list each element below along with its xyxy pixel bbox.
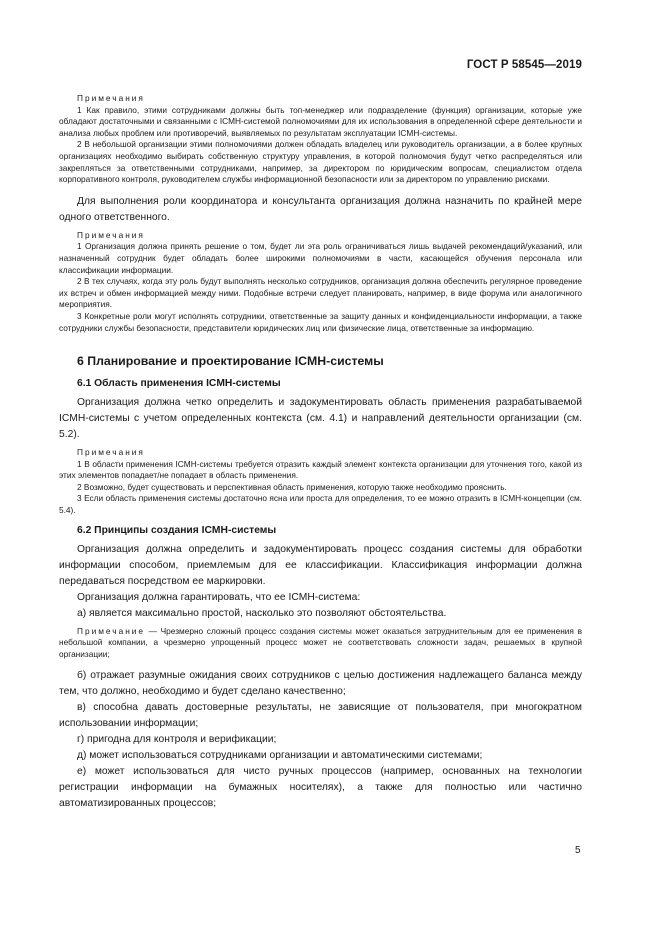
subsection-6-1-heading: 6.1 Область применения ICMH-системы — [77, 378, 281, 390]
note-item: 1 Как правило, этими сотрудниками должны быть топ-менеджер или подразделение (функция) организации, которые уже обладают достаточными и связанными с ICMH-системой полномочиями для их использования в определенной сфере деятельности и анализа любых проблем или противоречий, выявляемых по результатам эксплуатации ICMH-системы. — [59, 104, 582, 138]
note-item: 2 В тех случаях, когда эту роль будут выполнять несколько сотрудников, организация должна обеспечить регулярное проведение их встреч и обмен информацией между ними. Подобные встречи следует планировать, например, в виде форума или аналогичного мероприятия. — [59, 276, 582, 310]
inline-note — [59, 626, 582, 661]
list-item-e: е) может использоваться для чисто ручных процессов (например, основанных на технологии регистрации информации на бумажных носителях), а также для полностью или частично автоматизированных процессов; — [59, 766, 582, 810]
subsection-6-2-heading: 6.2 Принципы создания ICMH-системы — [77, 524, 277, 536]
paragraph-scope: Организация должна четко определить и задокументировать область применения разрабатываемой ICMH-системы с учетом определенных контекста (см. 4.1) и направлений деятельности организации (см. 5.2). — [59, 397, 582, 441]
notes-heading: Примечания — [77, 93, 145, 103]
note-item: 1 В области применения ICMH-системы требуется отразить каждый элемент контекста организации для уточнения того, какой из этих элементов попадает/не попадает в область применения. — [59, 458, 582, 481]
page-content — [59, 93, 582, 812]
list-item-b: б) отражает разумные ожидания своих сотрудников с целью достижения надлежащего баланса между тем, что должно, необходимо и будет сделано качественно; — [59, 670, 582, 698]
note-text: — Чрезмерно сложный процесс создания системы может оказаться затруднительным для ее применения в небольшой компании, а чрезмерно упрощенный процесс может не соответствовать сложности задач, решаемых в крупной организации; — [59, 625, 582, 659]
page-number: 5 — [575, 845, 581, 856]
standard-header: ГОСТ Р 58545—2019 — [466, 59, 582, 71]
note-item: 3 Если область применения системы достаточно ясна или проста для определения, то ее можно отразить в ICMH-концепции (см. 5.4). — [59, 493, 582, 516]
note-item: 3 Конкретные роли могут исполнять сотрудники, ответственные за защиту данных и конфиденциальности информации, а также сотрудники службы безопасности, представители юридических лиц или физические лица, ответственные за информацию. — [59, 310, 582, 333]
paragraph-process: Организация должна определить и задокументировать процесс создания системы для обработки информации способом, приемлемым для ее классификации. Классификация информации должна передаваться посредством ее маркировки. — [59, 543, 582, 587]
notes-heading: Примечания — [77, 229, 145, 240]
note-label: Примечание — [77, 625, 146, 636]
notes-heading: Примечания — [77, 447, 145, 458]
list-item-g: г) пригодна для контроля и верификации; — [77, 734, 277, 746]
note-item: 2 Возможно, будет существовать и перспективная область применения, которую также необходимо прояснить. — [77, 481, 507, 492]
paragraph-coordinator: Для выполнения роли координатора и консультанта организация должна назначить по крайней мере одного ответственного. — [59, 195, 582, 223]
section-6-heading: 6 Планирование и проектирование ICMH-системы — [77, 354, 384, 369]
note-item: 1 Организация должна принять решение о том, будет ли эта роль ограничиваться лишь выдачей рекомендаций/указаний, или назначенный сотрудник будет обладать более широкими полномочиями в части, касающейся обучения персонала или классификации информации. — [59, 241, 582, 275]
note-item: 2 В небольшой организации этими полномочиями должен обладать владелец или руководитель организации, а в более крупных организациях необходимо выбирать собственную структуру управления, в которой полномочия будут четко распределяться или закрепляться за ответственными сотрудниками, например, за директором по юридическим вопросам, специалистом отдела корпоративного контроля, руководителем службы информационной безопасности или за директором по управлению рисками. — [59, 139, 582, 185]
list-item-d: д) может использоваться сотрудниками организации и автоматическими системами; — [77, 750, 483, 762]
paragraph-guarantee: Организация должна гарантировать, что ее ICMH-система: — [77, 591, 361, 603]
list-item-v: в) способна давать достоверные результаты, не зависящие от пользователя, при многократном использовании информации; — [59, 702, 582, 730]
list-item-a: а) является максимально простой, насколько это позволяют обстоятельства. — [77, 607, 447, 619]
